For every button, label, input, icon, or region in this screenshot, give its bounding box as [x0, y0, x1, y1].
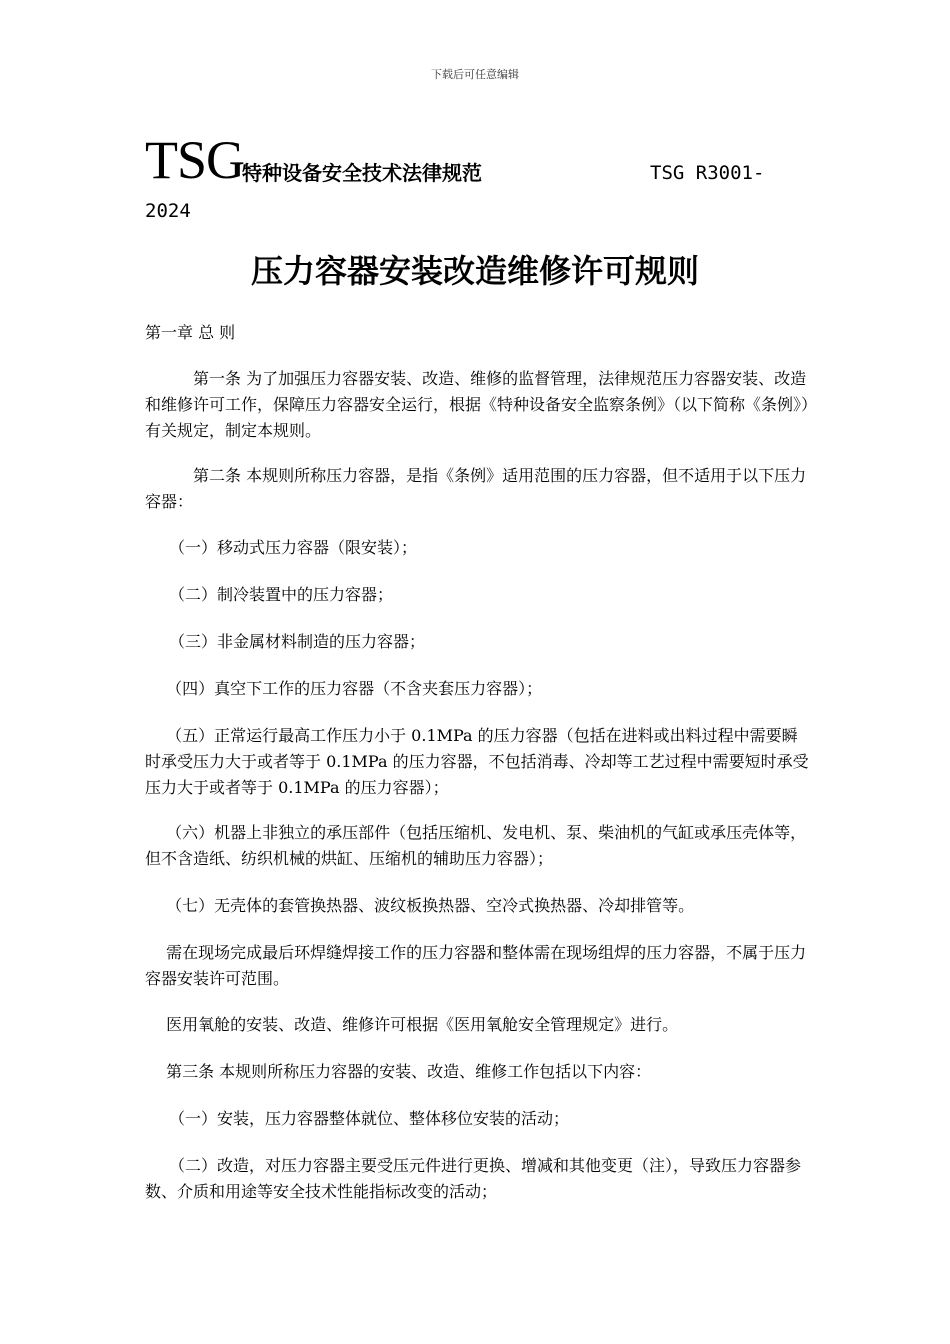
chapter-heading: 第一章 总 则: [145, 323, 236, 342]
tsg-subtitle: 特种设备安全技术法律规范: [242, 161, 482, 185]
exclusion-item-5: （五）正常运行最高工作压力小于 0.1MPa 的压力容器（包括在进料或出料过程中需要瞬时承受压力大于或者等于 0.1MPa 的压力容器，不包括消毒、冷却等工艺过程中需要短时承受压力大于或者等于 0.1MPa 的压力容器）；: [145, 726, 809, 797]
page-title: 压力容器安装改造维修许可规则: [250, 252, 699, 290]
tsg-logo: TSG: [145, 130, 245, 190]
work-item-1: （一）安装，压力容器整体就位、整体移位安装的活动；: [145, 1109, 570, 1128]
article-2: 第二条 本规则所称压力容器，是指《条例》适用范围的压力容器，但不适用于以下压力容器：: [145, 466, 807, 511]
work-item-2: （二）改造，对压力容器主要受压元件进行更换、增减和其他变更（注），导致压力容器参数、介质和用途等安全技术性能指标改变的活动；: [145, 1156, 802, 1201]
exclusion-item-6: （六）机器上非独立的承压部件（包括压缩机、发电机、泵、柴油机的气缸或承压壳体等，但不含造纸、纺织机械的烘缸、压缩机的辅助压力容器）；: [145, 823, 807, 868]
exclusion-item-1: （一）移动式压力容器（限安装）；: [145, 538, 418, 557]
document-code-year: 2024: [145, 200, 191, 222]
field-welding-note: 需在现场完成最后环焊缝焊接工作的压力容器和整体需在现场组焊的压力容器，不属于压力容器安装许可范围。: [145, 943, 807, 988]
title-line: [145, 128, 805, 192]
medical-chamber-note: 医用氧舱的安装、改造、维修许可根据《医用氧舱安全管理规定》进行。: [145, 1015, 679, 1034]
article-1: 第一条 为了加强压力容器安装、改造、维修的监督管理，法律规范压力容器安装、改造和维修许可工作，保障压力容器安全运行，根据《特种设备安全监察条例》（以下简称《条例》）有关规定，制定本规则。: [145, 369, 810, 440]
exclusion-item-7: （七）无壳体的套管换热器、波纹板换热器、空冷式换热器、冷却排管等。: [145, 896, 695, 915]
exclusion-item-2: （二）制冷装置中的压力容器；: [145, 585, 394, 604]
article-3: 第三条 本规则所称压力容器的安装、改造、维修工作包括以下内容：: [145, 1062, 652, 1081]
title-block: [145, 128, 805, 192]
header-note: 下载后可任意编辑: [431, 68, 519, 81]
exclusion-item-4: （四）真空下工作的压力容器（不含夹套压力容器）；: [145, 679, 543, 698]
document-code: TSG R3001-: [650, 162, 765, 184]
exclusion-item-3: （三）非金属材料制造的压力容器；: [145, 632, 426, 651]
